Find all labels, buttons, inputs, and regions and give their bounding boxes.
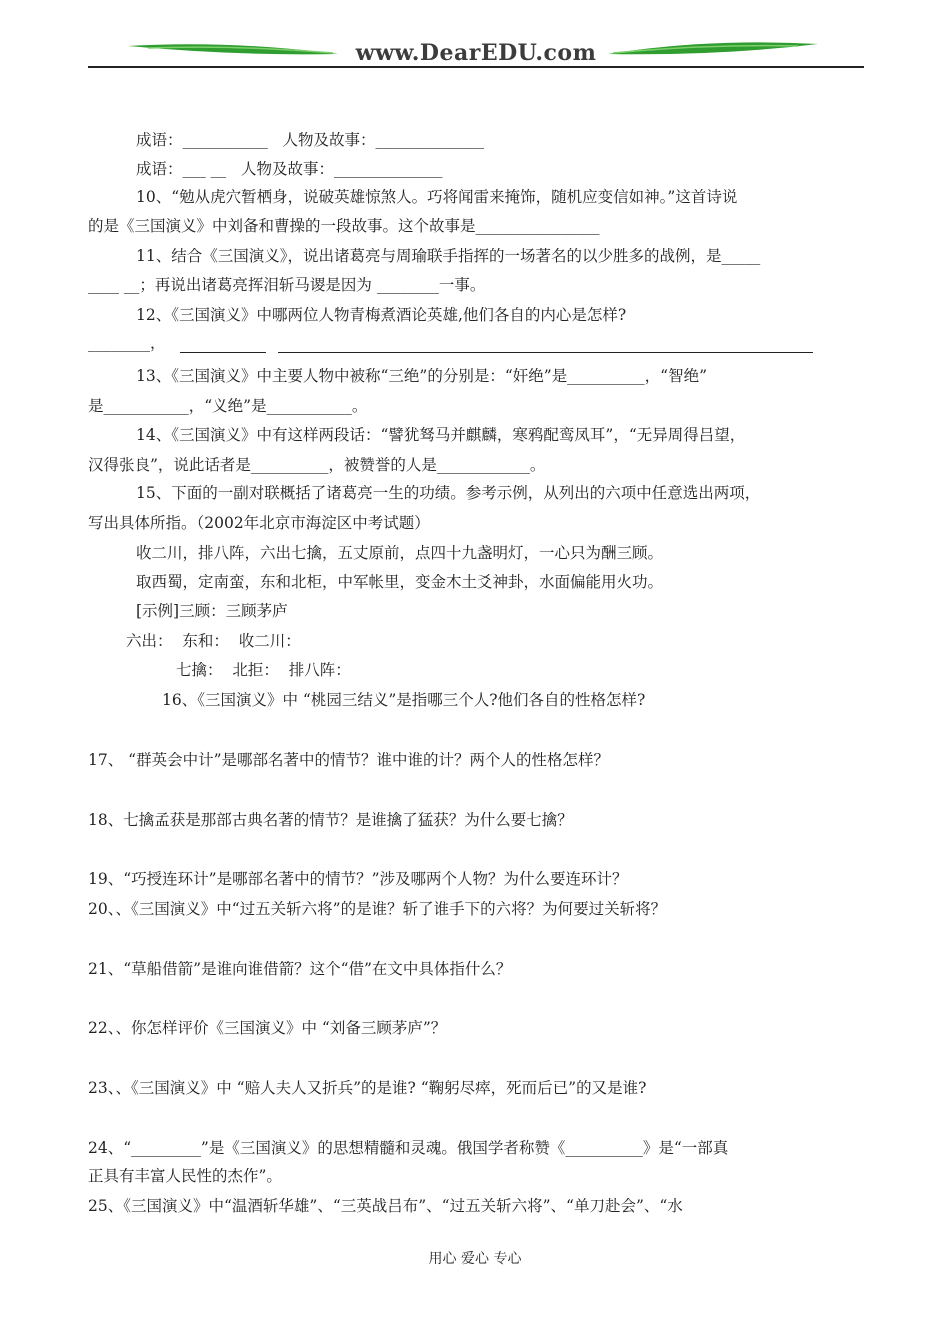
text-line: 22、、你怎样评价《三国演义》中 “刘备三顾茅庐”？ (88, 1019, 447, 1037)
page-header (88, 36, 864, 68)
page-footer: 用心 爱心 专心 (428, 1251, 522, 1267)
text-line: ____ __；再说出诸葛亮挥泪斩马谡是因为 ________一事。 (88, 276, 486, 294)
text-line: 11、结合《三国演义》，说出诸葛亮与周瑜联手指挥的一场著名的以少胜多的战例，是_____ (136, 247, 761, 265)
text-line: 16、《三国演义》中 “桃园三结义”是指哪三个人?他们各自的性格怎样? (162, 691, 646, 709)
text-line: 14、《三国演义》中有这样两段话：“譬犹驽马并麒麟，寒鸦配鸾凤耳”，“无异周得吕望， (136, 426, 746, 444)
text-line: 15、下面的一副对联概括了诸葛亮一生的功绩。参考示例，从列出的六项中任意选出两项， (136, 484, 761, 502)
text-line: 25、《三国演义》中“温酒斩华雄”、“三英战吕布”、“过五关斩六将”、“单刀赴会”、“水 (88, 1197, 683, 1215)
text-line: 12、《三国演义》中哪两位人物青梅煮酒论英雄,他们各自的内心是怎样? (136, 306, 627, 324)
text-line: 汉得张良”，说此话者是__________，被赞誉的人是____________。 (88, 456, 546, 474)
text-line: [示例]三顾：三顾茅庐 (136, 602, 288, 620)
text-line: 18、七擒孟获是那部古典名著的情节？是谁擒了猛获？为什么要七擒？ (88, 811, 573, 829)
answer-blank (278, 352, 813, 353)
text-line: ________， (88, 334, 166, 352)
text-line: 13、《三国演义》中主要人物中被称“三绝”的分别是：“奸绝”是__________，“智绝” (136, 367, 708, 385)
header-rule (88, 66, 864, 68)
text-line: 收二川，排八阵，六出七擒，五丈原前，点四十九盏明灯，一心只为酬三顾。 (136, 544, 664, 562)
text-line: 17、 “群英会中计”是哪部名著中的情节？谁中谁的计？两个人的性格怎样？ (88, 751, 610, 769)
text-line: 成语：___ __ 人物及故事：______________ (136, 160, 443, 178)
text-line: 取西蜀，定南蛮，东和北柜，中军帐里，变金木土爻神卦，水面偏能用火功。 (136, 573, 664, 591)
text-line: 七擒： 北拒： 排八阵： (176, 661, 351, 679)
text-line: 六出： 东和： 收二川： (126, 632, 301, 650)
text-line: 是___________，“义绝”是___________。 (88, 397, 368, 415)
text-line: 24、“_________”是《三国演义》的思想精髓和灵魂。俄国学者称赞《__________》是“一部真 (88, 1139, 729, 1157)
text-line: 23、、《三国演义》中 “赔人夫人又折兵”的是谁? “鞠躬尽瘁，死而后已”的又是谁? (88, 1079, 647, 1097)
text-line: 成语：___________ 人物及故事：______________ (136, 131, 485, 149)
text-line: 10、“勉从虎穴暂栖身，说破英雄惊煞人。巧将闻雷来掩饰，随机应变信如神。”这首诗说 (136, 188, 738, 206)
text-line: 21、“草船借箭”是谁向谁借箭？这个“借”在文中具体指什么？ (88, 960, 512, 978)
text-line: 19、“巧授连环计”是哪部名著中的情节？”涉及哪两个人物？为什么要连环计？ (88, 870, 628, 888)
site-logo[interactable]: www.DearEDU.com (355, 40, 597, 66)
text-line: 的是《三国演义》中刘备和曹操的一段故事。这个故事是________________ (88, 217, 600, 235)
text-line: 正具有丰富人民性的杰作”。 (88, 1167, 282, 1185)
text-line: 写出具体所指。（2002年北京市海淀区中考试题） (88, 514, 430, 532)
answer-blank (180, 352, 266, 353)
text-line: 20、、《三国演义》中“过五关斩六将”的是谁？斩了谁手下的六将？为何要过关斩将？ (88, 900, 667, 918)
